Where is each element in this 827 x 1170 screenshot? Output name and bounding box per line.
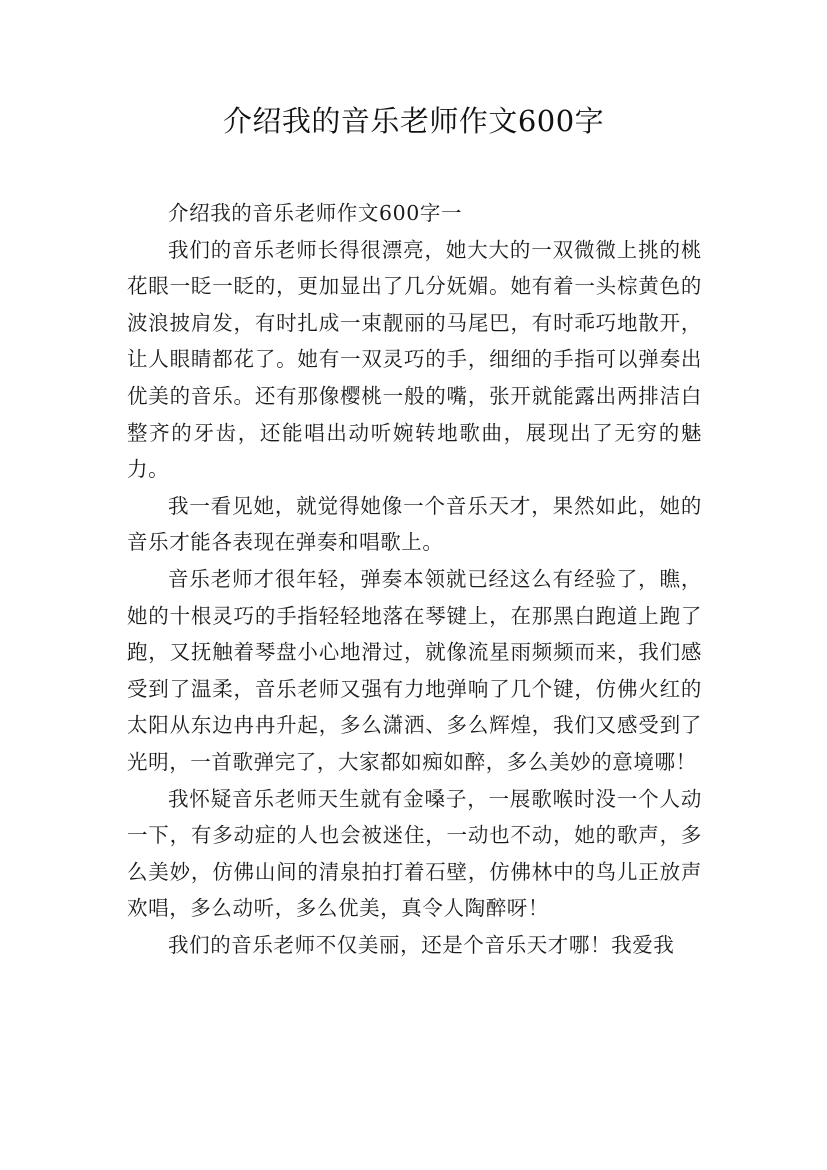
paragraph: 我们的音乐老师不仅美丽，还是个音乐天才哪！我爱我: [168, 932, 675, 957]
document-body: [127, 195, 702, 963]
paragraph: 音乐老师才很年轻，弹奏本领就已经这么有经验了，瞧，她的十根灵巧的手指轻轻地落在琴键上，在那黑白跑道上跑了跑，又抚触着琴盘小心地滑过，就像流星雨频频而来，我们感受到了温柔，音乐老师又强有力地弹响了几个键，仿佛火红的太阳从东边冉冉升起，多么潇洒、多么辉煌，我们又感受到了光明，一首歌弹完了，大家都如痴如醉，多么美妙的意境哪！: [127, 566, 702, 774]
document-title: 介绍我的音乐老师作文600字: [222, 104, 605, 138]
paragraph-subtitle: 介绍我的音乐老师作文600字一: [168, 201, 463, 225]
paragraph: 我一看见她，就觉得她像一个音乐天才，果然如此，她的音乐才能各表现在弹奏和唱歌上。: [127, 493, 702, 555]
paragraph: 我怀疑音乐老师天生就有金嗓子，一展歌喉时没一个人动一下，有多动症的人也会被迷住，一动也不动，她的歌声，多么美妙，仿佛山间的清泉拍打着石壁，仿佛林中的鸟儿正放声欢唱，多么动听，多么优美，真令人陶醉呀！: [127, 786, 702, 921]
paragraph: 我们的音乐老师长得很漂亮，她大大的一双微微上挑的桃花眼一眨一眨的，更加显出了几分妩媚。她有着一头棕黄色的波浪披肩发，有时扎成一束靓丽的马尾巴，有时乖巧地散开，让人眼睛都花了。她有一双灵巧的手，细细的手指可以弹奏出优美的音乐。还有那像樱桃一般的嘴，张开就能露出两排洁白整齐的牙齿，还能唱出动听婉转地歌曲，展现出了无穷的魅力。: [127, 237, 702, 482]
